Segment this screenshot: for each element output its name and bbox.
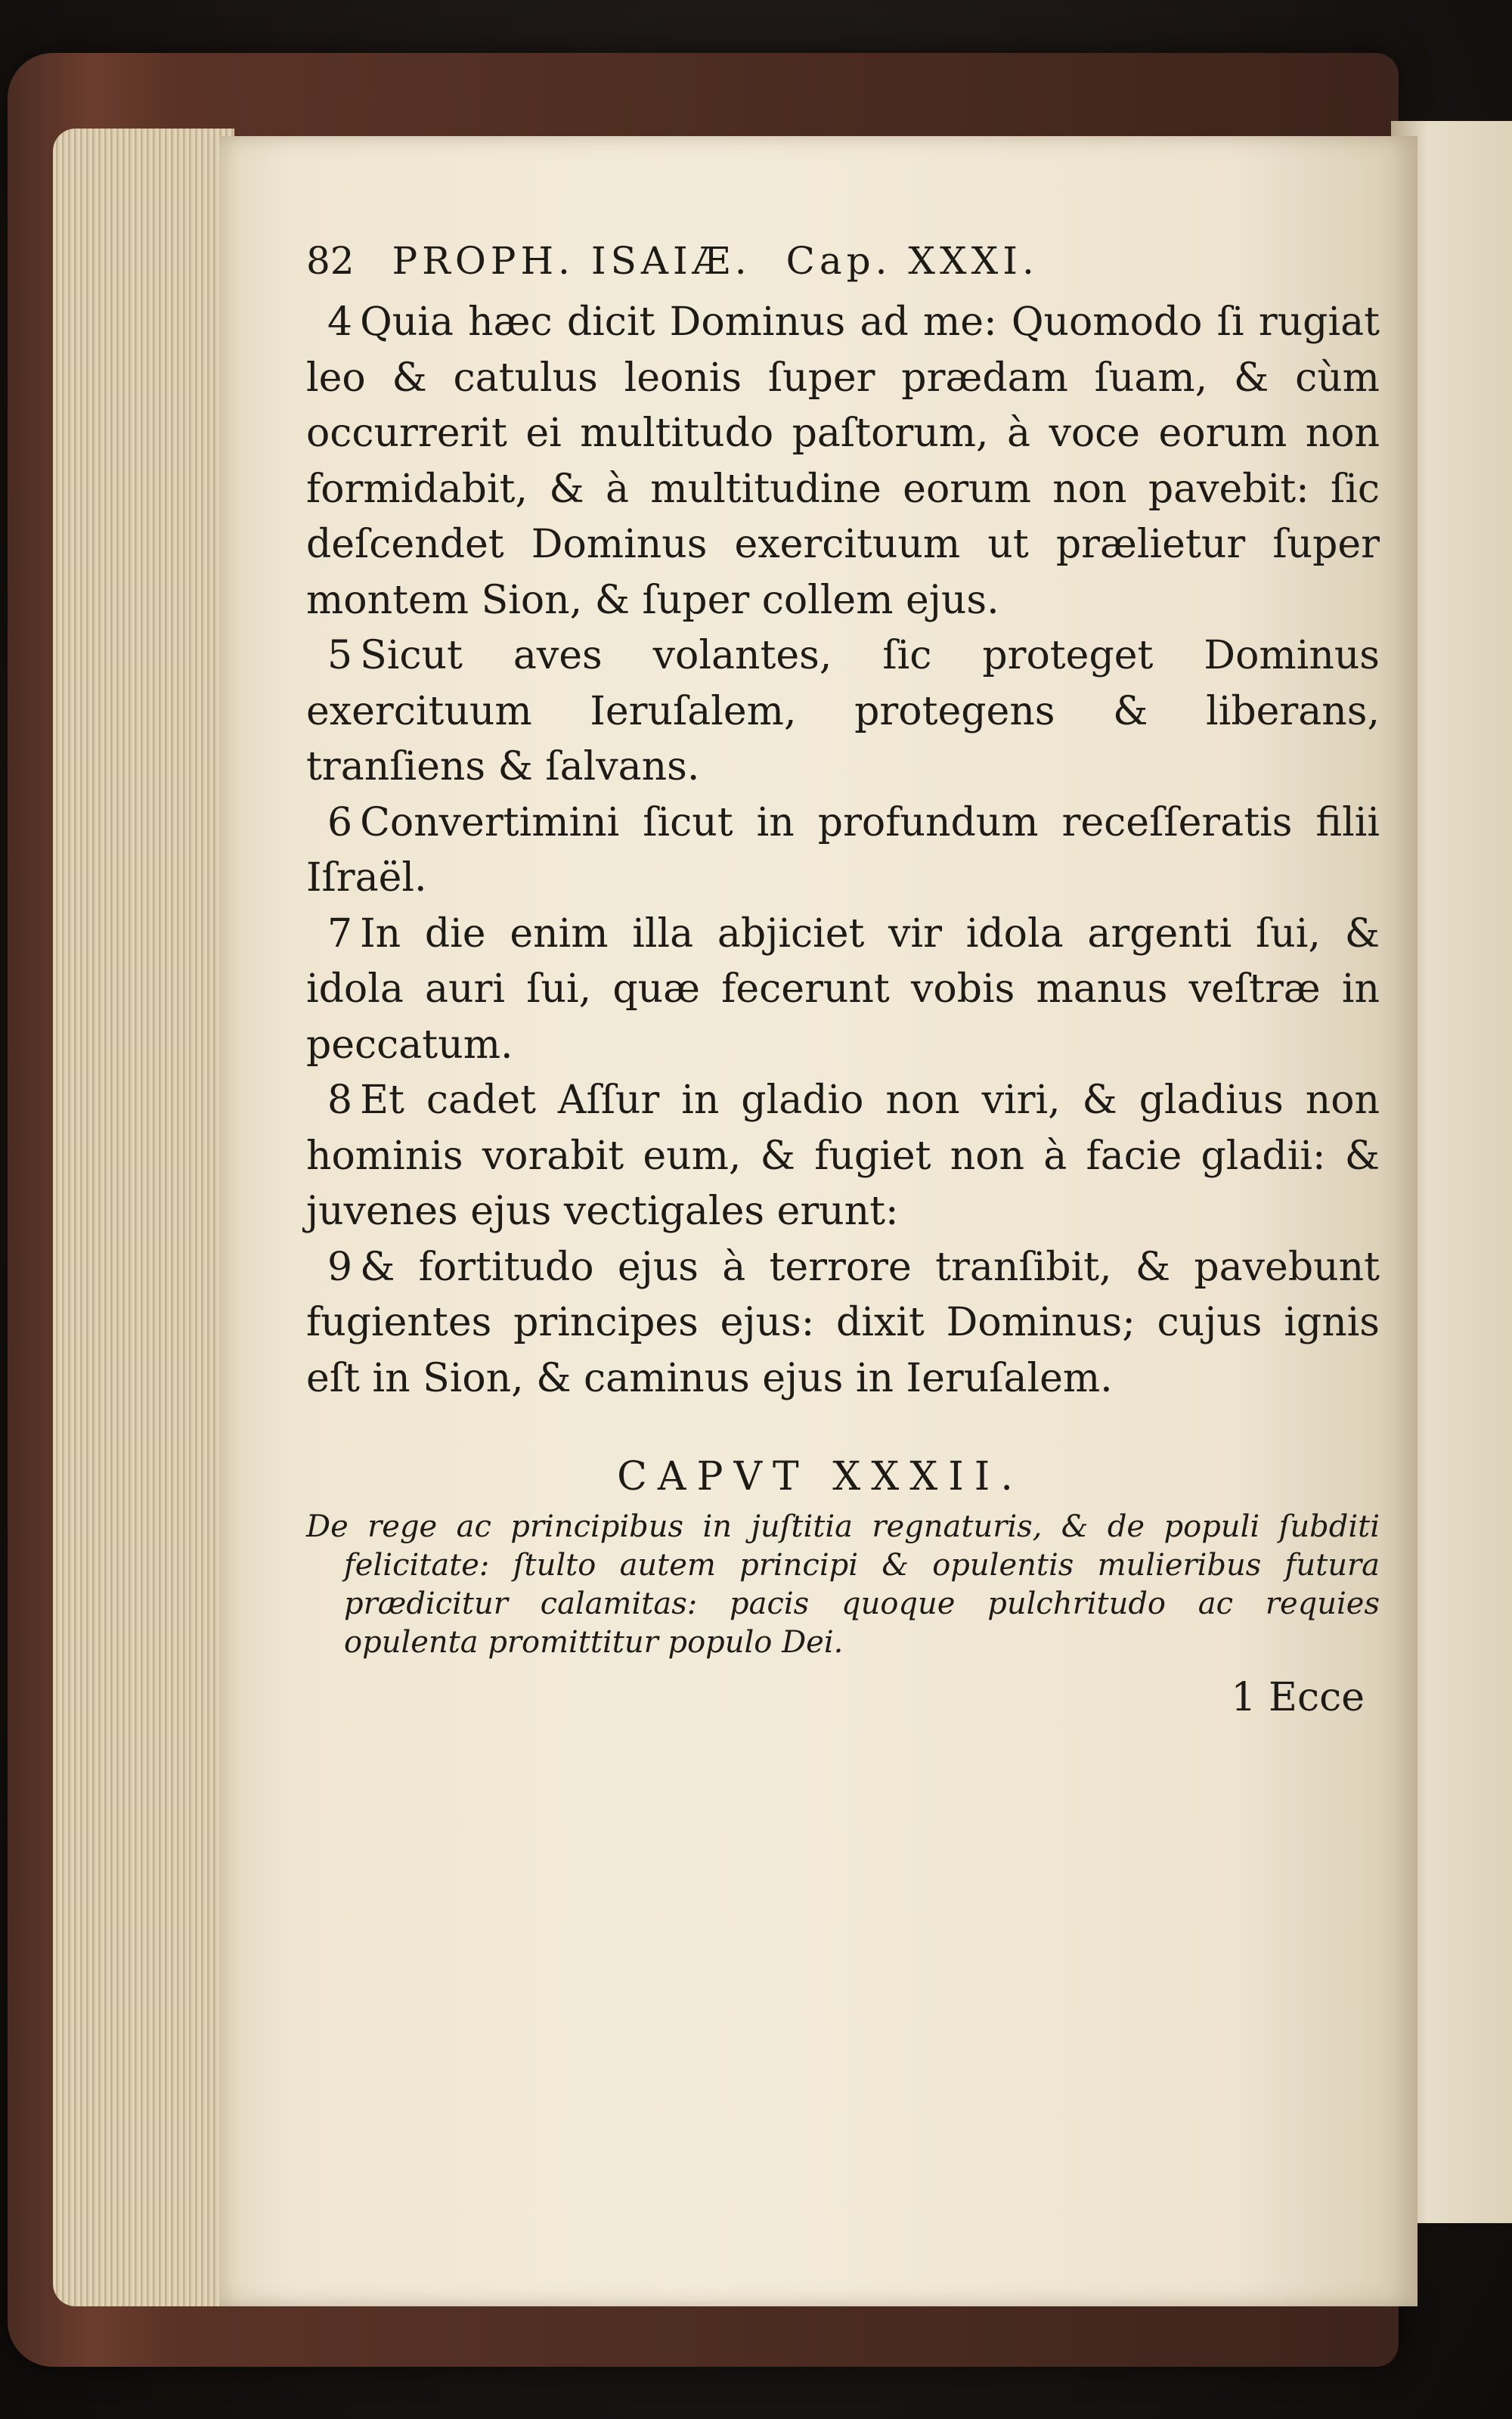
verse [306,795,1380,907]
verse-number: 6 [327,799,353,845]
chapter-summary: De rege ac principibus in juſtitia regnaturis, & de populi ſubditi felicitate: ſtulto autem principi & opulentis mulieribus futura prædicitur calamitas: pacis quoque pulchritudo ac requies opulenta promittitur populo Dei. [306,1509,1380,1660]
verse-text: Sicut aves volantes, ſic proteget Dominus exercituum Ieruſalem, protegens & liberans, tranſiens & ſalvans. [306,633,1380,789]
page-number: 82 [306,239,355,283]
verse [306,1240,1380,1407]
verse-text: & fortitudo ejus à terrore tranſibit, & pavebunt fugientes principes ejus: dixit Dominus; cujus ignis eſt in Sion, & caminus ejus in Ieruſalem. [306,1244,1380,1401]
verse-text: Et cadet Aſſur in gladio non viri, & gladius non hominis vorabit eum, & fugiet non à facie gladii: & juvenes ejus vectigales erunt: [306,1078,1380,1234]
verse-number: 7 [327,910,353,957]
verse [306,295,1380,628]
verse [306,907,1380,1074]
verse-text: In die enim illa abjiciet vir idola argenti ſui, & idola auri ſui, quæ fecerunt vobis manus veſtræ in peccatum. [306,910,1380,1068]
running-head [306,234,1380,287]
page-edges [53,129,234,2306]
verse-text: Convertimini ſicut in profundum receſſeratis filii Iſraël. [306,799,1380,901]
verse-number: 8 [327,1078,353,1123]
chapter-heading: CAPVT XXXII. [617,1454,1024,1499]
catchword: 1 Ecce [1231,1675,1365,1720]
verse-text: Quia hæc dicit Dominus ad me: Quomodo ſi rugiat leo & catulus leonis ſuper prædam ſuam, & cùm occurrerit ei multitudo paſtorum, à voce eorum non formidabit, & à multitudine eorum non pavebit: ſic deſcendet Dominus exercituum ut prælietur ſuper montem Sion, & ſuper collem ejus. [306,299,1380,623]
book-title: PROPH. ISAIÆ. [392,239,751,283]
verse-number: 5 [327,633,353,678]
chapter-label: Cap. XXXI. [785,239,1039,283]
verse [306,628,1380,795]
verse [306,1073,1380,1240]
verse-number: 9 [327,1244,353,1290]
verse-number: 4 [327,299,353,345]
page-text [306,234,1380,1724]
